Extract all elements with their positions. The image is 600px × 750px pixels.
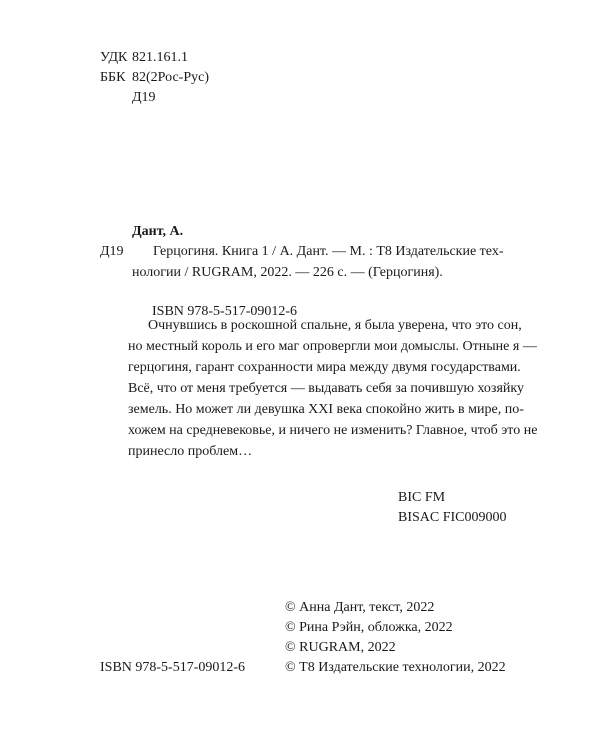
bbk-line — [100, 68, 209, 88]
description-line-1: Герцогиня. Книга 1 / А. Дант. — М. : Т8 Издательские тех- — [153, 244, 504, 259]
udk-value: 821.161.1 — [132, 50, 188, 65]
bbk-value: 82(2Рос-Рус) — [132, 70, 209, 85]
udk-line — [100, 48, 188, 68]
bbk-label: ББК — [100, 70, 126, 85]
abstract — [128, 315, 538, 462]
udk-label: УДК — [100, 50, 128, 65]
abstract-line: герцогиня, гарант сохранности мира между двумя государствами. — [128, 360, 521, 375]
abstract-line: принесло проблем… — [128, 444, 253, 459]
bisac-code: BISAC FIC009000 — [398, 510, 507, 525]
author-sign: Д19 — [132, 90, 156, 105]
record-isbn: ISBN 978-5-517-09012-6 — [152, 304, 298, 319]
abstract-line: Всё, что от меня требуется — выдавать себя за почившую хозяйку — [128, 381, 524, 396]
description-line-2: нологии / RUGRAM, 2022. — 226 с. — (Герцогиня). — [132, 265, 443, 280]
record-sign: Д19 — [100, 244, 124, 259]
copyright-line: © Анна Дант, текст, 2022 — [285, 600, 435, 615]
footer-isbn: ISBN 978-5-517-09012-6 — [100, 660, 246, 675]
abstract-line: но местный король и его маг опровергли мои домыслы. Отныне я — — [128, 339, 537, 354]
abstract-line: земель. Но может ли девушка XXI века спокойно жить в мире, по- — [128, 402, 524, 417]
copyright-line: © Рина Рэйн, обложка, 2022 — [285, 620, 453, 635]
record-author: Дант, А. — [132, 224, 184, 239]
bic-code: BIC FM — [398, 490, 446, 505]
copyright-line: © RUGRAM, 2022 — [285, 640, 396, 655]
abstract-line: хожем на средневековье, и ничего не изменить? Главное, чтоб это не — [128, 423, 538, 438]
abstract-line: Очнувшись в роскошной спальне, я была уверена, что это сон, — [148, 318, 522, 333]
copyright-line: © Т8 Издательские технологии, 2022 — [285, 660, 506, 675]
